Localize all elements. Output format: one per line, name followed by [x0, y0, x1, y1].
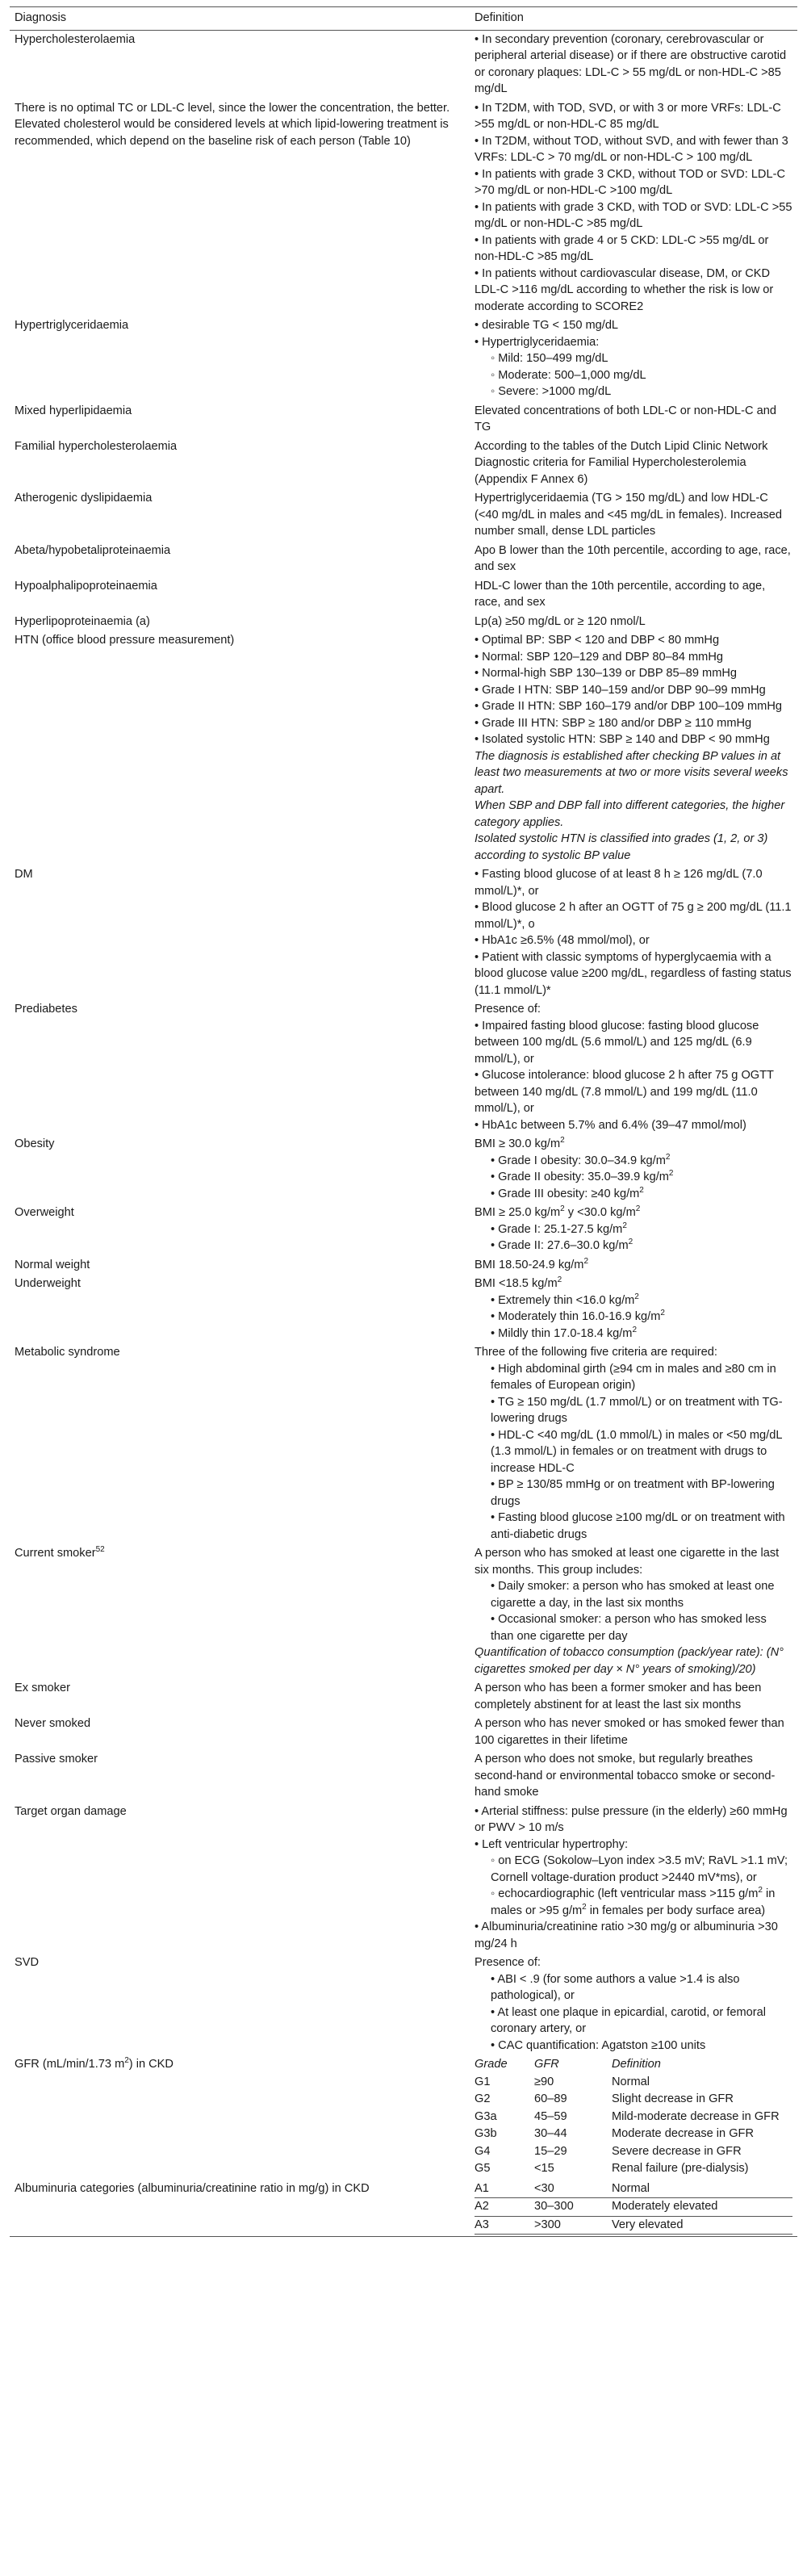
row-never-smoked	[10, 1715, 797, 1750]
list-item: • HbA1c between 5.7% and 6.4% (39–47 mmol/mol)	[475, 1117, 792, 1134]
subtable-header-gfr: GFR	[534, 2058, 559, 2071]
definition-cell: A person who has never smoked or has smoked fewer than 100 cigarettes in their lifetime	[475, 1717, 784, 1747]
definition-cell	[470, 1544, 797, 1679]
definition-cell: BMI 18.50-24.9 $kg/m^2$	[475, 1256, 589, 1271]
list-item: • Albuminuria/creatinine ratio >30 mg/g or albuminuria >30 mg/24 h	[475, 1919, 792, 1952]
albuminuria-subtable	[475, 2180, 792, 2235]
row-metabolic-syndrome	[10, 1343, 797, 1544]
row-normal-weight	[10, 1256, 797, 1275]
row-svd	[10, 1954, 797, 2055]
list-item: • In patients with grade 3 CKD, with TOD or SVD: LDL-C >55 mg/dL or non-HDL-C >85 mg/dL	[475, 199, 792, 232]
row-no-optimal-level	[10, 99, 797, 317]
row-mixed-hyperlipidaemia	[10, 402, 797, 438]
definitions-document	[10, 6, 797, 2237]
row-htn	[10, 631, 797, 865]
subtable-row: A1 <30 Normal	[475, 2180, 792, 2198]
list-item: • In T2DM, with TOD, SVD, or with 3 or more VRFs: LDL-C >55 mg/dL or non-HDL-C 85 mg/dL	[475, 100, 792, 133]
diagnosis-cell: DM	[15, 868, 33, 881]
diagnosis-cell: Prediabetes	[15, 1003, 77, 1016]
gfr-subtable	[475, 2056, 792, 2178]
row-hypertriglyceridaemia	[10, 316, 797, 402]
diagnosis-cell: Overweight	[15, 1206, 74, 1219]
header-diagnosis: Diagnosis	[10, 7, 470, 31]
list-item: • Grade III HTN: SBP ≥ 180 and/or DBP ≥ 110 mmHg	[475, 715, 792, 732]
row-hypercholesterolaemia	[10, 30, 797, 99]
sub-list-item: ◦ echocardiographic (left ventricular mass >115 $g/m^2$ in males or >95 $g/m^2$ in females per body surface area)	[491, 1886, 792, 1919]
intro-text: Three of the following five criteria are required:	[475, 1346, 717, 1359]
row-ex-smoker	[10, 1679, 797, 1715]
list-item: • High abdominal girth (≥94 cm in males and ≥80 cm in females of European origin)	[491, 1361, 792, 1394]
subtable-row: G3a 45–59 Mild-moderate decrease in GFR	[475, 2109, 780, 2123]
note-text: Quantification of tobacco consumption (pack/year rate): (N° cigarettes smoked per day × N° years of smoking)/20)	[475, 1646, 784, 1676]
subtable-row: G3b 30–44 Moderate decrease in GFR	[475, 2127, 755, 2140]
list-item: • Fasting blood glucose ≥100 mg/dL or on treatment with anti-diabetic drugs	[491, 1510, 792, 1543]
diagnosis-cell: Underweight	[15, 1277, 81, 1290]
intro-text: Presence of:	[475, 1956, 541, 1969]
definition-cell: A person who has been a former smoker and has been completely abstinent for at least the last six months	[475, 1682, 762, 1711]
list-item: • Normal-high SBP 130–139 or DBP 85–89 mmHg	[475, 665, 792, 682]
diagnosis-cell: Albuminuria categories (albuminuria/creatinine ratio in mg/g) in CKD	[10, 2180, 470, 2237]
diagnosis-cell: Mixed hyperlipidaemia	[15, 404, 132, 417]
diagnosis-cell: Abeta/hypobetaliproteinaemia	[15, 543, 171, 557]
diagnosis-cell: Never smoked	[15, 1717, 91, 1730]
intro-text: A person who has smoked at least one cigarette in the last six months. This group includes:	[475, 1547, 780, 1577]
definition-cell: A person who does not smoke, but regularly breathes second-hand or environmental tobacco smoke or second-hand smoke	[475, 1753, 776, 1799]
intro-text: BMI ≥ 30.0 $kg/m^2$	[475, 1136, 565, 1150]
definition-cell: Lp(a) ≥50 mg/dL or ≥ 120 nmol/L	[475, 614, 646, 628]
definition-cell	[470, 1000, 797, 1135]
row-abeta	[10, 542, 797, 577]
diagnosis-cell: Hypoalphalipoproteinaemia	[15, 579, 157, 593]
row-lpa	[10, 613, 797, 632]
definition-cell	[470, 631, 797, 865]
list-item: • Grade I HTN: SBP 140–159 and/or DBP 90–99 mmHg	[475, 682, 792, 699]
list-item: • Grade II: 27.6–30.0 $kg/m^2$	[491, 1238, 792, 1254]
diagnosis-cell: Obesity	[15, 1137, 55, 1150]
list-item: • In T2DM, without TOD, without SVD, and with fewer than 3 VRFs: LDL-C > 70 mg/dL or non-HDL-C > 100 mg/dL	[475, 133, 792, 166]
row-current-smoker	[10, 1544, 797, 1679]
definition-cell: • In secondary prevention (coronary, cerebrovascular or peripheral arterial disease) or if there are obstructive carotid or coronary plaques: LDL-C > 55 mg/dL or non-HDL-C >85 mg/dL	[475, 32, 787, 95]
row-obesity	[10, 1135, 797, 1204]
diagnosis-cell: Hypertriglyceridaemia	[15, 319, 129, 332]
row-overweight	[10, 1204, 797, 1256]
table-header-row	[10, 7, 797, 31]
list-item: • Arterial stiffness: pulse pressure (in the elderly) ≥60 mmHg or PWV > 10 m/s	[475, 1803, 792, 1837]
list-item: • At least one plaque in epicardial, carotid, or femoral coronary artery, or	[491, 2004, 792, 2038]
list-item: • Grade II obesity: 35.0–39.9 $kg/m^2$	[491, 1169, 792, 1186]
definition-cell	[470, 316, 797, 402]
definition-cell: According to the tables of the Dutch Lipid Clinic Network Diagnostic criteria for Familial Hypercholesterolemia (Appendix F Annex 6)	[475, 439, 768, 486]
subtable-row: G2 60–89 Slight decrease in GFR	[475, 2092, 734, 2105]
list-item: • Impaired fasting blood glucose: fasting blood glucose between 100 mg/dL (5.6 mmol/L) and 125 mg/dL (6.9 mmol/L), or	[475, 1018, 792, 1068]
definition-cell	[470, 1135, 797, 1204]
diagnosis-cell: There is no optimal TC or LDL-C level, since the lower the concentration, the better. Elevated cholesterol would be considered levels at which lipid-lowering treatment is recommended, which depend on the baseline risk of each person (Table 10)	[15, 101, 450, 148]
list-item: • Left ventricular hypertrophy:	[475, 1837, 792, 1853]
list-item: • Moderately thin 16.0-16.9 $kg/m^2$	[491, 1309, 792, 1326]
row-target-organ-damage	[10, 1803, 797, 1954]
definition-cell: Hypertriglyceridaemia (TG > 150 mg/dL) and low HDL-C (<40 mg/dL in males and <45 mg/dL in females). Increased number small, dense LDL particles	[475, 492, 782, 538]
list-item: • TG ≥ 150 mg/dL (1.7 mmol/L) or on treatment with TG-lowering drugs	[491, 1394, 792, 1427]
row-hypoalpha	[10, 577, 797, 613]
reference-superscript: 52	[95, 1545, 105, 1555]
list-item: • Glucose intolerance: blood glucose 2 h after 75 g OGTT between 140 mg/dL (7.8 mmol/L) and 199 mg/dL (11.0 mmol/L), or	[475, 1067, 792, 1117]
list-item: • Daily smoker: a person who has smoked at least one cigarette a day, in the last six months	[491, 1578, 792, 1611]
list-item: • Normal: SBP 120–129 and DBP 80–84 mmHg	[475, 649, 792, 666]
definition-cell: Elevated concentrations of both LDL-C or non-HDL-C and TG	[475, 404, 776, 434]
list-item: • Grade I obesity: 30.0–34.9 $kg/m^2$	[491, 1153, 792, 1170]
list-item: • BP ≥ 130/85 mmHg or on treatment with BP-lowering drugs	[491, 1476, 792, 1510]
definition-cell	[470, 99, 797, 317]
diagnosis-cell: Passive smoker	[15, 1753, 98, 1766]
definition-cell	[470, 1803, 797, 1954]
list-item: • Optimal BP: SBP < 120 and DBP < 80 mmHg	[475, 632, 792, 649]
subtable-header	[475, 2056, 792, 2074]
list-item: • HbA1c ≥6.5% (48 mmol/mol), or	[475, 932, 792, 949]
diagnosis-cell: Metabolic syndrome	[15, 1346, 120, 1359]
list-item: • Isolated systolic HTN: SBP ≥ 140 and DBP < 90 mmHg	[475, 731, 792, 748]
list-item: • Fasting blood glucose of at least 8 h ≥ 126 mg/dL (7.0 mmol/L)*, or	[475, 866, 792, 899]
row-gfr	[10, 2055, 797, 2180]
diagnosis-cell: Hyperlipoproteinaemia (a)	[15, 614, 150, 628]
subtable-row: A2 30–300 Moderately elevated	[475, 2198, 792, 2217]
row-atherogenic-dyslipidaemia	[10, 489, 797, 542]
definition-cell	[470, 1204, 797, 1256]
sub-list-item: ◦ Mild: 150–499 mg/dL	[491, 350, 792, 367]
list-item: • desirable TG < 150 mg/dL	[475, 317, 792, 334]
subtable-header-grade: Grade	[475, 2058, 508, 2071]
list-item: • Mildly thin 17.0-18.4 $kg/m^2$	[491, 1326, 792, 1342]
definition-cell	[470, 2055, 797, 2180]
subtable-row: G4 15–29 Severe decrease in GFR	[475, 2144, 742, 2158]
diagnosis-cell: SVD	[15, 1956, 40, 1969]
row-underweight	[10, 1275, 797, 1343]
definition-cell	[470, 1275, 797, 1343]
row-albuminuria	[10, 2180, 797, 2237]
sub-list-item: ◦ Moderate: 500–1,000 mg/dL	[491, 367, 792, 384]
note-text: The diagnosis is established after checking BP values in at least two measurements at two or more visits several weeks apart.	[475, 749, 788, 796]
list-item: • Patient with classic symptoms of hyperglycaemia with a blood glucose value ≥200 mg/dL, regardless of fasting status (11.1 mmol/L)*	[475, 949, 792, 999]
row-prediabetes	[10, 1000, 797, 1135]
list-item: • HDL-C <40 mg/dL (1.0 mmol/L) in males or <50 mg/dL (1.3 mmol/L) in females or on treatment with drugs to increase HDL-C	[491, 1427, 792, 1477]
definition-cell: Apo B lower than the 10th percentile, according to age, race, and sex	[475, 543, 791, 573]
diagnosis-cell: Current smoker$^{52}$	[15, 1545, 105, 1560]
diagnosis-cell: Target organ damage	[15, 1804, 127, 1818]
sub-list-item: ◦ on ECG (Sokolow–Lyon index >3.5 mV; RaVL >1.1 mV; Cornell voltage-duration product >2440 mV*ms), or	[491, 1853, 792, 1886]
diagnosis-definition-table	[10, 6, 797, 2237]
row-passive-smoker	[10, 1750, 797, 1803]
list-item: • In patients with grade 3 CKD, without TOD or SVD: LDL-C >70 mg/dL or non-HDL-C >100 mg/dL	[475, 166, 792, 199]
list-item: • Occasional smoker: a person who has smoked less than one cigarette per day	[491, 1611, 792, 1644]
diagnosis-cell: Atherogenic dyslipidaemia	[15, 492, 153, 505]
subtable-row: A3 >300 Very elevated	[475, 2216, 792, 2235]
diagnosis-cell: HTN (office blood pressure measurement)	[15, 634, 235, 647]
definition-cell	[470, 1343, 797, 1544]
list-item: • Grade III obesity: ≥40 $kg/m^2$	[491, 1186, 792, 1203]
row-familial-hypercholesterolaemia	[10, 438, 797, 490]
subtable-row: G5 <15 Renal failure (pre-dialysis)	[475, 2162, 749, 2175]
list-item: • CAC quantification: Agatston ≥100 units	[491, 2038, 792, 2055]
diagnosis-cell: Familial hypercholesterolaemia	[15, 439, 178, 453]
list-item: • Extremely thin <16.0 $kg/m^2$	[491, 1292, 792, 1309]
subtable-row: G1 ≥90 Normal	[475, 2075, 650, 2088]
subtable-header-definition: Definition	[612, 2058, 661, 2071]
list-item: • Grade II HTN: SBP 160–179 and/or DBP 100–109 mmHg	[475, 698, 792, 715]
intro-text: BMI ≥ 25.0 $kg/m^2$ y <30.0 $kg/m^2$	[475, 1204, 641, 1219]
list-item: • In patients with grade 4 or 5 CKD: LDL-C >55 mg/dL or non-HDL-C >85 mg/dL	[475, 232, 792, 266]
definition-cell: HDL-C lower than the 10th percentile, according to age, race, and sex	[475, 579, 766, 609]
diagnosis-cell: Normal weight	[15, 1258, 90, 1271]
list-item: • Hypertriglyceridaemia:	[475, 334, 792, 351]
intro-text: Presence of:	[475, 1003, 541, 1016]
list-item: • In patients without cardiovascular disease, DM, or CKD LDL-C >116 mg/dL according to whether the risk is low or moderate according to SCORE2	[475, 266, 792, 316]
diagnosis-cell: Hypercholesterolaemia	[15, 32, 136, 46]
row-dm	[10, 865, 797, 1000]
sub-list-item: ◦ Severe: >1000 mg/dL	[491, 383, 792, 400]
intro-text: BMI <18.5 $kg/m^2$	[475, 1275, 562, 1290]
list-item: • ABI < .9 (for some authors a value >1.4 is also pathological), or	[491, 1971, 792, 2004]
definition-cell	[470, 1954, 797, 2055]
list-item: • Grade I: 25.1-27.5 $kg/m^2$	[491, 1221, 792, 1238]
diagnosis-cell: GFR (mL/min/1.73 $m^2$) in CKD	[15, 2056, 174, 2071]
header-definition: Definition	[470, 7, 797, 31]
diagnosis-cell: Ex smoker	[15, 1682, 70, 1694]
note-text: Isolated systolic HTN is classified into grades (1, 2, or 3) according to systolic BP value	[475, 832, 768, 862]
definition-cell	[470, 2180, 797, 2237]
list-item: • Blood glucose 2 h after an OGTT of 75 g ≥ 200 mg/dL (11.1 mmol/L)*, o	[475, 899, 792, 932]
definition-cell	[470, 865, 797, 1000]
note-text: When SBP and DBP fall into different categories, the higher category applies.	[475, 799, 785, 829]
